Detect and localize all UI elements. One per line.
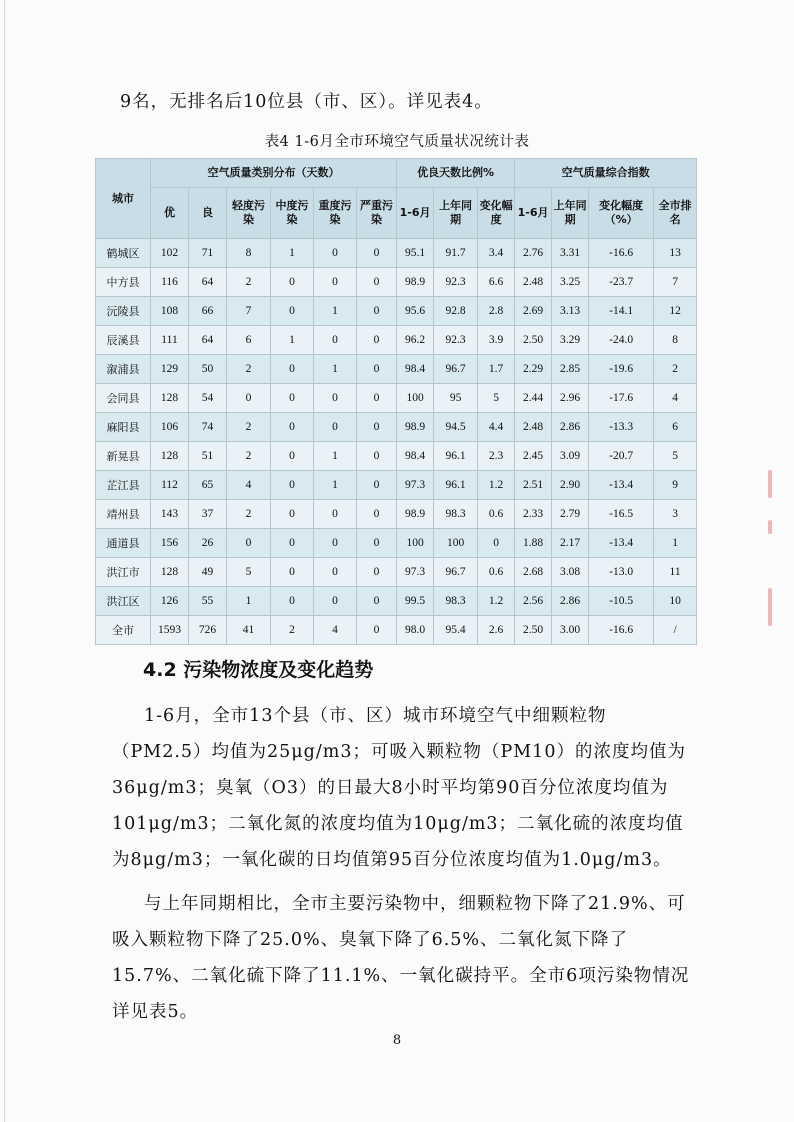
row-city-name: 辰溪县 <box>96 326 151 355</box>
table-cell: 92.8 <box>434 297 478 326</box>
page-left-edge <box>4 0 5 1122</box>
table-cell: 0 <box>357 239 397 268</box>
table-cell: 0 <box>271 587 314 616</box>
table-cell: 2.56 <box>515 587 552 616</box>
table-cell: 0 <box>357 355 397 384</box>
table-cell: 1 <box>271 326 314 355</box>
table-row <box>96 384 697 413</box>
table-cell: 3.25 <box>552 268 589 297</box>
comparison-paragraph: 与上年同期相比，全市主要污染物中，细颗粒物下降了21.9%、可吸入颗粒物下降了25.0%、臭氧下降了6.5%、二氧化氮下降了15.7%、二氧化硫下降了11.1%、一氧化碳持平。全市6项污染物情况详见表5。 <box>112 894 690 1022</box>
table-cell: 3.00 <box>552 616 589 645</box>
table-cell: 55 <box>189 587 227 616</box>
table-cell: 2.68 <box>515 558 552 587</box>
row-city-name: 芷江县 <box>96 471 151 500</box>
table-cell: 2.29 <box>515 355 552 384</box>
table-cell: 98.9 <box>397 268 434 297</box>
table-cell: -20.7 <box>589 442 654 471</box>
table-cell: -16.5 <box>589 500 654 529</box>
table-cell: 100 <box>397 529 434 558</box>
table-cell: 3.4 <box>478 239 515 268</box>
table-cell: 2.96 <box>552 384 589 413</box>
table-cell: 98.3 <box>434 587 478 616</box>
table-cell: -23.7 <box>589 268 654 297</box>
table-cell: 4 <box>227 471 271 500</box>
table-cell: 6 <box>654 413 697 442</box>
table-cell: 98.3 <box>434 500 478 529</box>
table-cell: 2.50 <box>515 326 552 355</box>
subheader-moderate-pollution: 中度污染 <box>271 188 314 239</box>
table-cell: 2.48 <box>515 413 552 442</box>
table-row <box>96 297 697 326</box>
table-cell: 1 <box>314 355 357 384</box>
row-city-name: 靖州县 <box>96 500 151 529</box>
table-cell: 0 <box>357 384 397 413</box>
table-cell: -13.4 <box>589 471 654 500</box>
table-cell: 2.79 <box>552 500 589 529</box>
table-cell: 2 <box>654 355 697 384</box>
table-cell: 0 <box>357 268 397 297</box>
table-cell: 7 <box>227 297 271 326</box>
table-cell: -16.6 <box>589 616 654 645</box>
table-cell: 0.6 <box>478 500 515 529</box>
table-cell: 8 <box>654 326 697 355</box>
subheader-good: 良 <box>189 188 227 239</box>
table-cell: 0 <box>271 268 314 297</box>
header-good-day-ratio: 优良天数比例% <box>397 159 515 188</box>
table-cell: 0 <box>314 326 357 355</box>
table-cell: 2.33 <box>515 500 552 529</box>
table-cell: 0 <box>314 558 357 587</box>
table-cell: 74 <box>189 413 227 442</box>
table-cell: 41 <box>227 616 271 645</box>
row-city-name: 沅陵县 <box>96 297 151 326</box>
table-cell: 64 <box>189 326 227 355</box>
table-cell: 98.9 <box>397 500 434 529</box>
table-cell: 99.5 <box>397 587 434 616</box>
table-cell: 1 <box>314 471 357 500</box>
table-row <box>96 442 697 471</box>
table-cell: 96.7 <box>434 558 478 587</box>
seal-edge-mark <box>768 470 772 498</box>
table-cell: 2.86 <box>552 587 589 616</box>
row-city-name: 鹤城区 <box>96 239 151 268</box>
table-cell: 37 <box>189 500 227 529</box>
header-city: 城市 <box>96 159 151 239</box>
table-cell: 0 <box>357 471 397 500</box>
table-cell: 129 <box>151 355 189 384</box>
table-cell: 111 <box>151 326 189 355</box>
row-city-name: 洪江市 <box>96 558 151 587</box>
table-cell: 0 <box>357 616 397 645</box>
table-cell: 94.5 <box>434 413 478 442</box>
table-cell: 1.7 <box>478 355 515 384</box>
table-cell: 100 <box>434 529 478 558</box>
table-cell: 2.6 <box>478 616 515 645</box>
table-cell: 2.69 <box>515 297 552 326</box>
subheader-excellent: 优 <box>151 188 189 239</box>
table-cell: 0 <box>271 500 314 529</box>
table-cell: 2.45 <box>515 442 552 471</box>
subheader-ratio-last-year: 上年同期 <box>434 188 478 239</box>
table-cell: 0 <box>271 442 314 471</box>
row-city-name: 通道县 <box>96 529 151 558</box>
table-cell: -19.6 <box>589 355 654 384</box>
table-cell: 1.88 <box>515 529 552 558</box>
table-cell: 2 <box>227 355 271 384</box>
table-cell: 0 <box>271 471 314 500</box>
table-cell: 2.50 <box>515 616 552 645</box>
table-cell: 54 <box>189 384 227 413</box>
subheader-city-rank: 全市排名 <box>654 188 697 239</box>
table-row <box>96 616 697 645</box>
table-row <box>96 355 697 384</box>
table-cell: 96.2 <box>397 326 434 355</box>
table-cell: 0 <box>357 297 397 326</box>
table-cell: 0 <box>357 326 397 355</box>
subheader-light-pollution: 轻度污染 <box>227 188 271 239</box>
row-city-name: 全市 <box>96 616 151 645</box>
table-cell: 2 <box>227 500 271 529</box>
table-cell: 0 <box>357 587 397 616</box>
table-cell: 128 <box>151 558 189 587</box>
table-cell: 0 <box>271 355 314 384</box>
table-cell: 0 <box>357 413 397 442</box>
table-cell: 12 <box>654 297 697 326</box>
table-cell: 92.3 <box>434 326 478 355</box>
table-row <box>96 471 697 500</box>
table-cell: 96.7 <box>434 355 478 384</box>
row-city-name: 会同县 <box>96 384 151 413</box>
table-cell: 0.6 <box>478 558 515 587</box>
table-cell: 10 <box>654 587 697 616</box>
table-cell: 1.2 <box>478 587 515 616</box>
table-cell: 1 <box>314 297 357 326</box>
table-cell: 2.51 <box>515 471 552 500</box>
table-cell: 71 <box>189 239 227 268</box>
table-cell: 1 <box>314 442 357 471</box>
table-cell: 102 <box>151 239 189 268</box>
table-row <box>96 587 697 616</box>
table-cell: 6.6 <box>478 268 515 297</box>
table-cell: 2 <box>227 413 271 442</box>
table-cell: 2.17 <box>552 529 589 558</box>
table-cell: 1.2 <box>478 471 515 500</box>
table-cell: -10.5 <box>589 587 654 616</box>
table-cell: 3.08 <box>552 558 589 587</box>
table-cell: 5 <box>227 558 271 587</box>
table-cell: -13.0 <box>589 558 654 587</box>
subheader-heavy-pollution: 重度污染 <box>314 188 357 239</box>
table-cell: 108 <box>151 297 189 326</box>
table-cell: 0 <box>271 413 314 442</box>
seal-edge-mark <box>768 588 772 626</box>
table-cell: 11 <box>654 558 697 587</box>
table-cell: 2.48 <box>515 268 552 297</box>
table-cell: 106 <box>151 413 189 442</box>
table-cell: 0 <box>357 500 397 529</box>
table-cell: -24.0 <box>589 326 654 355</box>
table-row <box>96 268 697 297</box>
table-cell: / <box>654 616 697 645</box>
table-body <box>96 239 697 645</box>
table-cell: 116 <box>151 268 189 297</box>
table-cell: 0 <box>314 268 357 297</box>
table-cell: 0 <box>271 529 314 558</box>
table-cell: 1593 <box>151 616 189 645</box>
table-cell: 6 <box>227 326 271 355</box>
subheader-ratio-change: 变化幅度 <box>478 188 515 239</box>
table-cell: 4.4 <box>478 413 515 442</box>
table-cell: 3.9 <box>478 326 515 355</box>
table-cell: 0 <box>357 442 397 471</box>
table-cell: 143 <box>151 500 189 529</box>
table-cell: 0 <box>227 384 271 413</box>
table-cell: 0 <box>271 384 314 413</box>
table-cell: -13.4 <box>589 529 654 558</box>
table-cell: 91.7 <box>434 239 478 268</box>
table-cell: 0 <box>314 587 357 616</box>
table-cell: 2.90 <box>552 471 589 500</box>
table-cell: 95.4 <box>434 616 478 645</box>
table-cell: 1 <box>271 239 314 268</box>
table-cell: 0 <box>478 529 515 558</box>
table-cell: 0 <box>357 529 397 558</box>
table-cell: 9 <box>654 471 697 500</box>
table-row <box>96 413 697 442</box>
table-row <box>96 558 697 587</box>
table-cell: 2.85 <box>552 355 589 384</box>
table-cell: 1 <box>654 529 697 558</box>
table-cell: 96.1 <box>434 442 478 471</box>
table-cell: 128 <box>151 384 189 413</box>
table-cell: 65 <box>189 471 227 500</box>
table-cell: 95.1 <box>397 239 434 268</box>
table-cell: 7 <box>654 268 697 297</box>
table-cell: 98.0 <box>397 616 434 645</box>
table-cell: -17.6 <box>589 384 654 413</box>
table-cell: -16.6 <box>589 239 654 268</box>
table-cell: 5 <box>654 442 697 471</box>
table-row <box>96 239 697 268</box>
subheader-index-last-year: 上年同期 <box>552 188 589 239</box>
table-cell: 2 <box>227 442 271 471</box>
table-cell: 98.4 <box>397 442 434 471</box>
table-row <box>96 529 697 558</box>
table-cell: 49 <box>189 558 227 587</box>
table-caption: 表4 1-6月全市环境空气质量状况统计表 <box>264 134 530 150</box>
table-cell: 2.86 <box>552 413 589 442</box>
table-cell: 13 <box>654 239 697 268</box>
table-cell: 66 <box>189 297 227 326</box>
page-number: 8 <box>392 1033 402 1048</box>
table-cell: 2.3 <box>478 442 515 471</box>
table-cell: 126 <box>151 587 189 616</box>
table-cell: 3.09 <box>552 442 589 471</box>
table-cell: 98.4 <box>397 355 434 384</box>
row-city-name: 中方县 <box>96 268 151 297</box>
row-city-name: 麻阳县 <box>96 413 151 442</box>
table-cell: 156 <box>151 529 189 558</box>
intro-paragraph: 9名，无排名后10位县（市、区）。详见表4。 <box>120 92 493 112</box>
table-cell: 1 <box>227 587 271 616</box>
row-city-name: 新晃县 <box>96 442 151 471</box>
table-cell: -14.1 <box>589 297 654 326</box>
table-cell: 0 <box>271 297 314 326</box>
table-cell: 0 <box>314 500 357 529</box>
subheader-index-change-pct: 变化幅度（%） <box>589 188 654 239</box>
table-cell: 95.6 <box>397 297 434 326</box>
table-cell: 100 <box>397 384 434 413</box>
subheader-severe-pollution: 严重污染 <box>357 188 397 239</box>
table-cell: 2 <box>227 268 271 297</box>
table-cell: 3.13 <box>552 297 589 326</box>
concentration-paragraph: 1-6月，全市13个县（市、区）城市环境空气中细颗粒物（PM2.5）均值为25μg/m3；可吸入颗粒物（PM10）的浓度均值为36μg/m3；臭氧（O3）的日最大8小时平均第90百分位浓度均值为101μg/m3；二氧化氮的浓度均值为10μg/m3；二氧化硫的浓度均值为8μg/m3；一氧化碳的日均值第95百分位浓度均值为1.0μg/m3。 <box>112 706 686 870</box>
table-cell: 8 <box>227 239 271 268</box>
table-cell: 51 <box>189 442 227 471</box>
table-cell: 4 <box>654 384 697 413</box>
table-cell: 0 <box>314 529 357 558</box>
table-cell: 26 <box>189 529 227 558</box>
table-cell: 2.76 <box>515 239 552 268</box>
table-cell: 128 <box>151 442 189 471</box>
table-cell: 726 <box>189 616 227 645</box>
subheader-ratio-period: 1-6月 <box>397 188 434 239</box>
table-cell: 98.9 <box>397 413 434 442</box>
header-composite-index: 空气质量综合指数 <box>515 159 697 188</box>
seal-edge-mark <box>768 520 772 534</box>
table-cell: 2.8 <box>478 297 515 326</box>
row-city-name: 溆浦县 <box>96 355 151 384</box>
table-cell: 2.44 <box>515 384 552 413</box>
table-cell: -13.3 <box>589 413 654 442</box>
table-row <box>96 500 697 529</box>
table-cell: 0 <box>314 413 357 442</box>
table-cell: 0 <box>314 239 357 268</box>
table-cell: 97.3 <box>397 471 434 500</box>
table-cell: 92.3 <box>434 268 478 297</box>
table-cell: 64 <box>189 268 227 297</box>
subheader-index-period: 1-6月 <box>515 188 552 239</box>
table-cell: 50 <box>189 355 227 384</box>
table-row <box>96 326 697 355</box>
table-cell: 4 <box>314 616 357 645</box>
table-cell: 3.31 <box>552 239 589 268</box>
row-city-name: 洪江区 <box>96 587 151 616</box>
table-cell: 3.29 <box>552 326 589 355</box>
table-cell: 96.1 <box>434 471 478 500</box>
section-title: 4.2 污染物浓度及变化趋势 <box>143 659 374 681</box>
table-cell: 0 <box>314 384 357 413</box>
table-cell: 112 <box>151 471 189 500</box>
table-cell: 0 <box>227 529 271 558</box>
table-cell: 97.3 <box>397 558 434 587</box>
table-cell: 2 <box>271 616 314 645</box>
table-cell: 0 <box>357 558 397 587</box>
table-cell: 3 <box>654 500 697 529</box>
air-quality-table <box>95 158 697 645</box>
table-cell: 5 <box>478 384 515 413</box>
table-cell: 0 <box>271 558 314 587</box>
table-cell: 95 <box>434 384 478 413</box>
header-category-distribution: 空气质量类别分布（天数） <box>151 159 397 188</box>
